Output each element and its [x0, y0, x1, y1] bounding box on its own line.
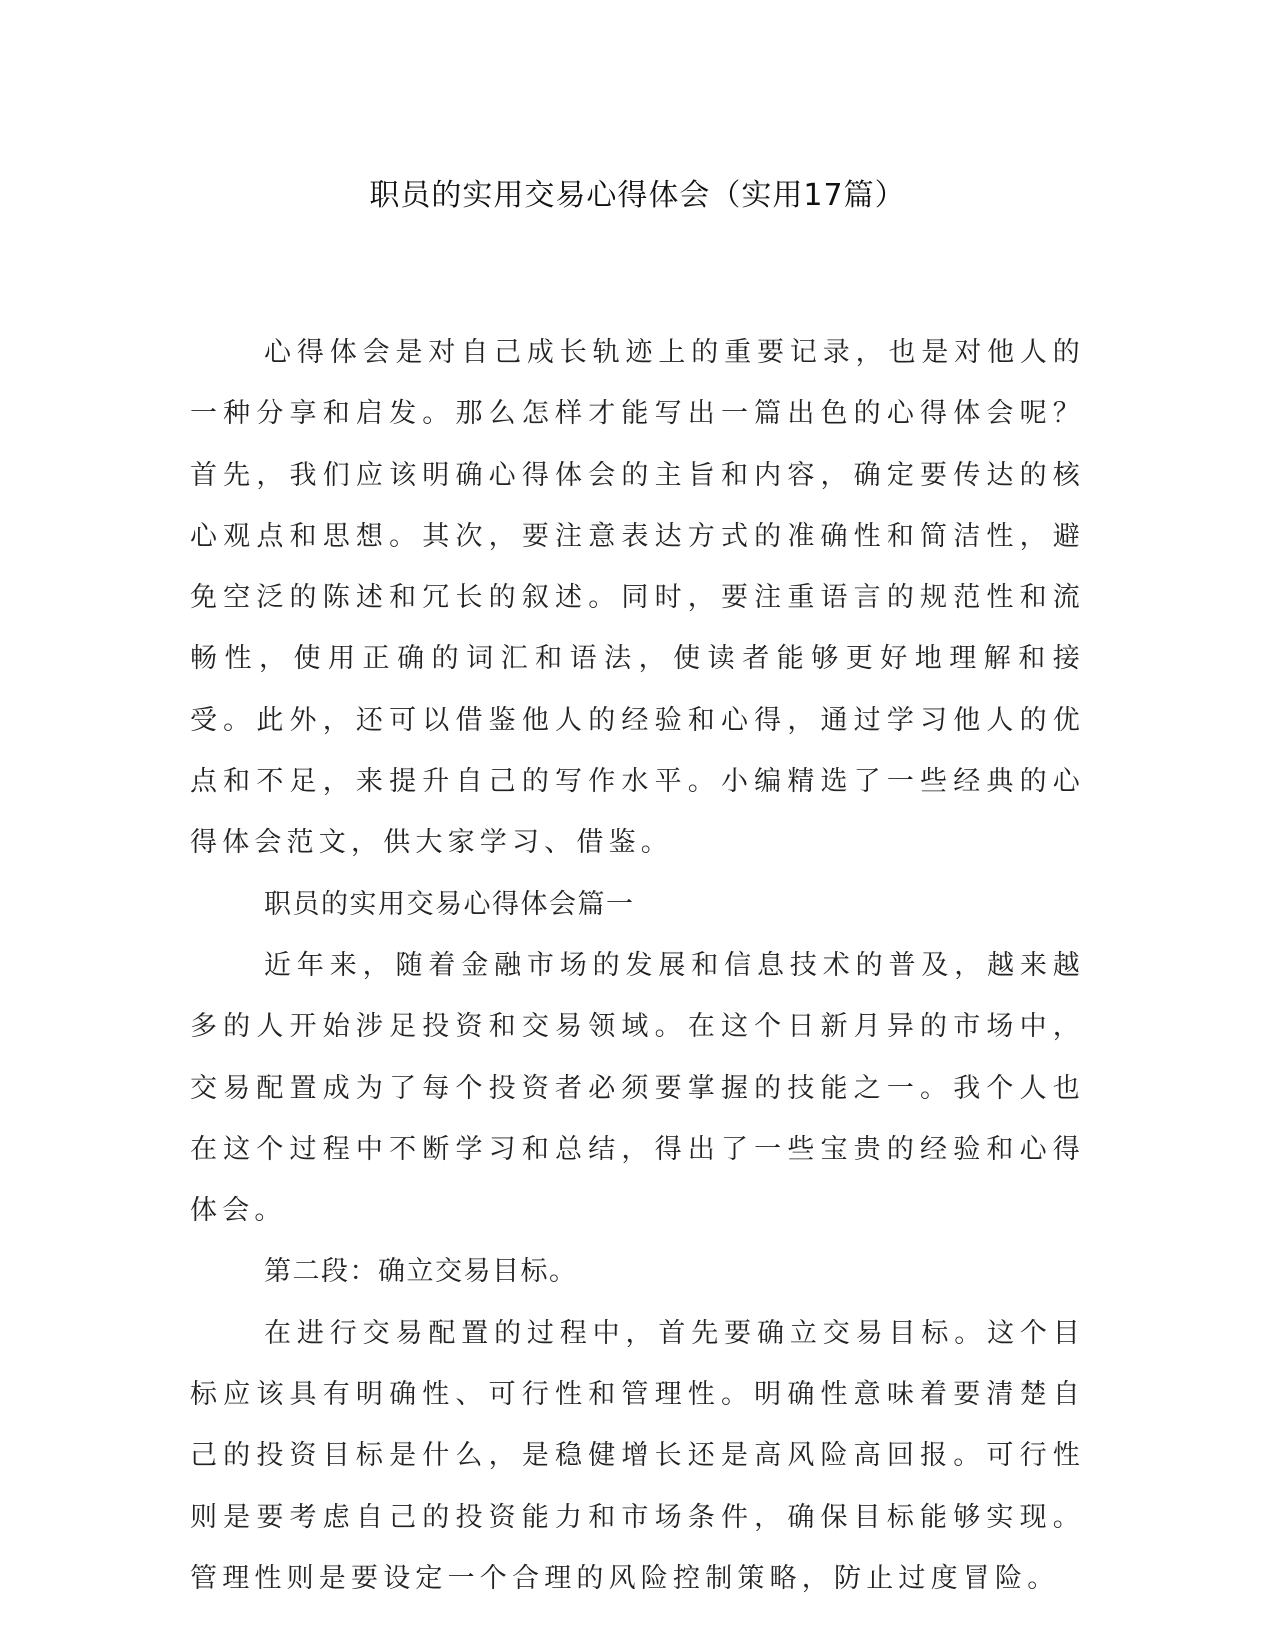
body-paragraph: 近年来，随着金融市场的发展和信息技术的普及，越来越多的人开始涉足投资和交易领域。在这个日新月异的市场中，交易配置成为了每个投资者必须要掌握的技能之一。我个人也在这个过程中不断学习和总结，得出了一些宝贵的经验和心得体会。 [190, 949, 1085, 1227]
document-title: 职员的实用交易心得体会（实用17篇） [369, 178, 906, 213]
subsection-heading: 第二段：确立交易目标。 [264, 1256, 578, 1288]
body-paragraph: 在进行交易配置的过程中，首先要确立交易目标。这个目标应该具有明确性、可行性和管理性。明确性意味着要清楚自己的投资目标是什么，是稳健增长还是高风险高回报。可行性则是要考虑自己的投资能力和市场条件，确保目标能够实现。管理性则是要设定一个合理的风险控制策略，防止过度冒险。 [190, 1317, 1085, 1594]
intro-paragraph: 心得体会是对自己成长轨迹上的重要记录，也是对他人的一种分享和启发。那么怎样才能写出一篇出色的心得体会呢？首先，我们应该明确心得体会的主旨和内容，确定要传达的核心观点和思想。其次，要注意表达方式的准确性和简洁性，避免空泛的陈述和冗长的叙述。同时，要注重语言的规范性和流畅性，使用正确的词汇和语法，使读者能够更好地理解和接受。此外，还可以借鉴他人的经验和心得，通过学习他人的优点和不足，来提升自己的写作水平。小编精选了一些经典的心得体会范文，供大家学习、借鉴。 [190, 337, 1085, 859]
document-body [190, 322, 1085, 1609]
section-heading: 职员的实用交易心得体会篇一 [264, 888, 635, 920]
